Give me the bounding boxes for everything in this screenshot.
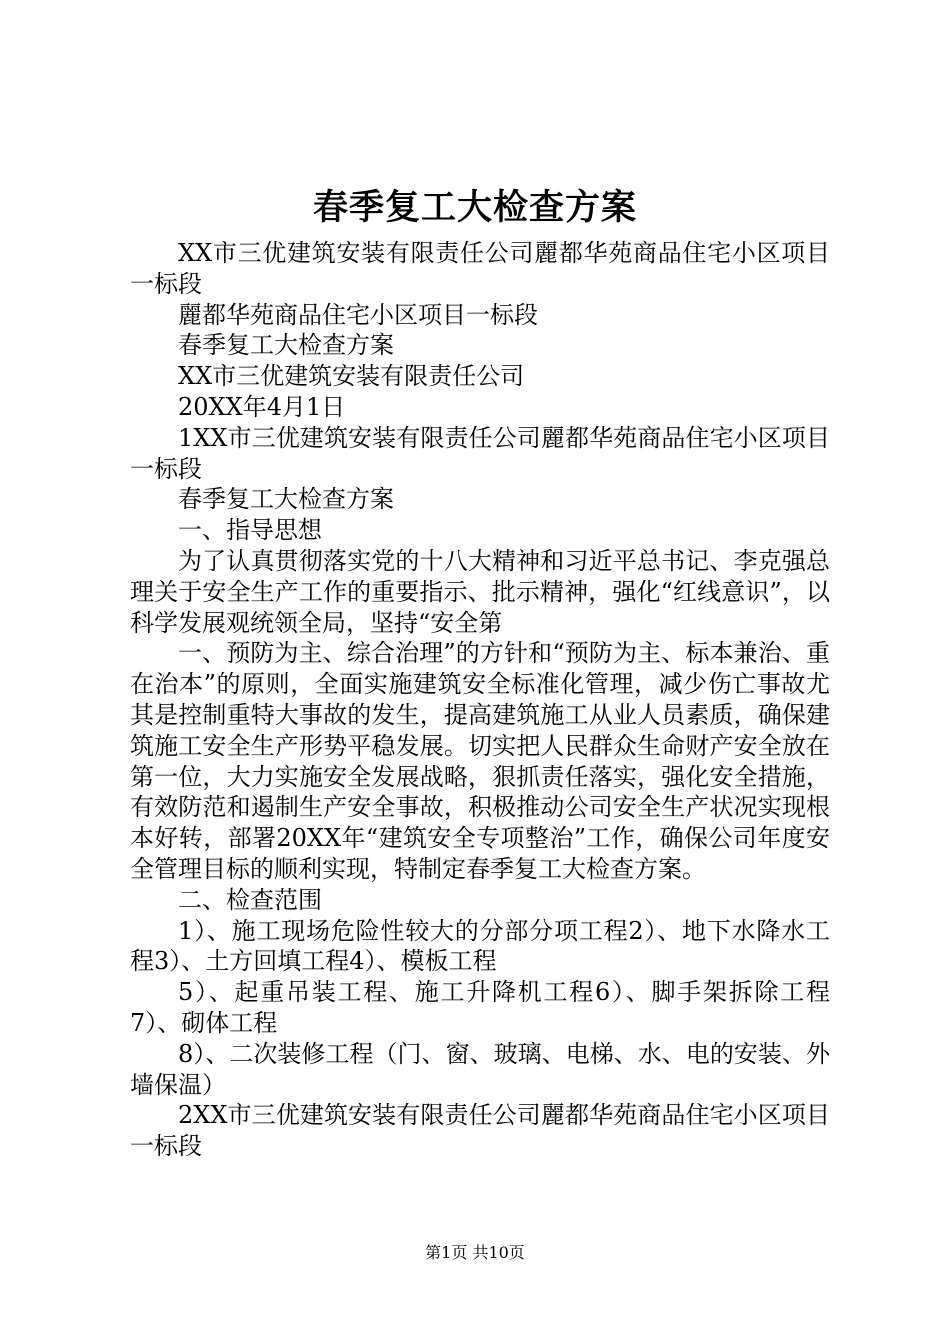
- document-title: 春季复工大检查方案: [312, 187, 637, 228]
- section-heading: 二、检查范围: [178, 885, 322, 914]
- paragraph: 8）、二次装修工程（门、窗、玻璃、电梯、水、电的安装、外墙保温）: [130, 1039, 830, 1099]
- paragraph: 春季复工大检查方案: [178, 331, 394, 360]
- paragraph: 5）、起重吊装工程、施工升降机工程6）、脚手架拆除工程7）、砌体工程: [130, 978, 830, 1037]
- paragraph: 2XX市三优建筑安装有限责任公司麗都华苑商品住宅小区项目一标段: [130, 1101, 830, 1161]
- section-heading: 一、指导思想: [178, 516, 322, 545]
- paragraph: 1XX市三优建筑安装有限责任公司麗都华苑商品住宅小区项目一标段: [130, 423, 830, 483]
- paragraph: XX市三优建筑安装有限责任公司: [178, 362, 525, 391]
- page-number-footer: 第1页 共10页: [425, 1243, 525, 1262]
- paragraph: 春季复工大检查方案: [178, 485, 394, 514]
- paragraph: 20XX年4月1日: [178, 392, 346, 421]
- paragraph: 为了认真贯彻落实党的十八大精神和习近平总书记、李克强总理关于安全生产工作的重要指示、批示精神，强化“红线意识”，以科学发展观统领全局，坚持“安全第: [130, 546, 830, 637]
- paragraph: 1）、施工现场危险性较大的分部分项工程2）、地下水降水工程3）、土方回填工程4）、模板工程: [130, 916, 830, 976]
- paragraph: 麗都华苑商品住宅小区项目一标段: [178, 300, 538, 329]
- document-body: [130, 238, 830, 1162]
- paragraph: 一、预防为主、综合治理”的方针和“预防为主、标本兼治、重在治本”的原则，全面实施建筑安全标准化管理，减少伤亡事故尤其是控制重特大事故的发生，提高建筑施工从业人员素质，确保建筑施工安全生产形势平稳发展。切实把人民群众生命财产安全放在第一位，大力实施安全发展战略，狠抓责任落实，强化安全措施，有效防范和遏制生产安全事故，积极推动公司安全生产状况实现根本好转，部署20XX年“建筑安全专项整治”工作，确保公司年度安全管理目标的顺利实现，特制定春季复工大检查方案。: [130, 639, 830, 883]
- paragraph: XX市三优建筑安装有限责任公司麗都华苑商品住宅小区项目一标段: [130, 239, 830, 298]
